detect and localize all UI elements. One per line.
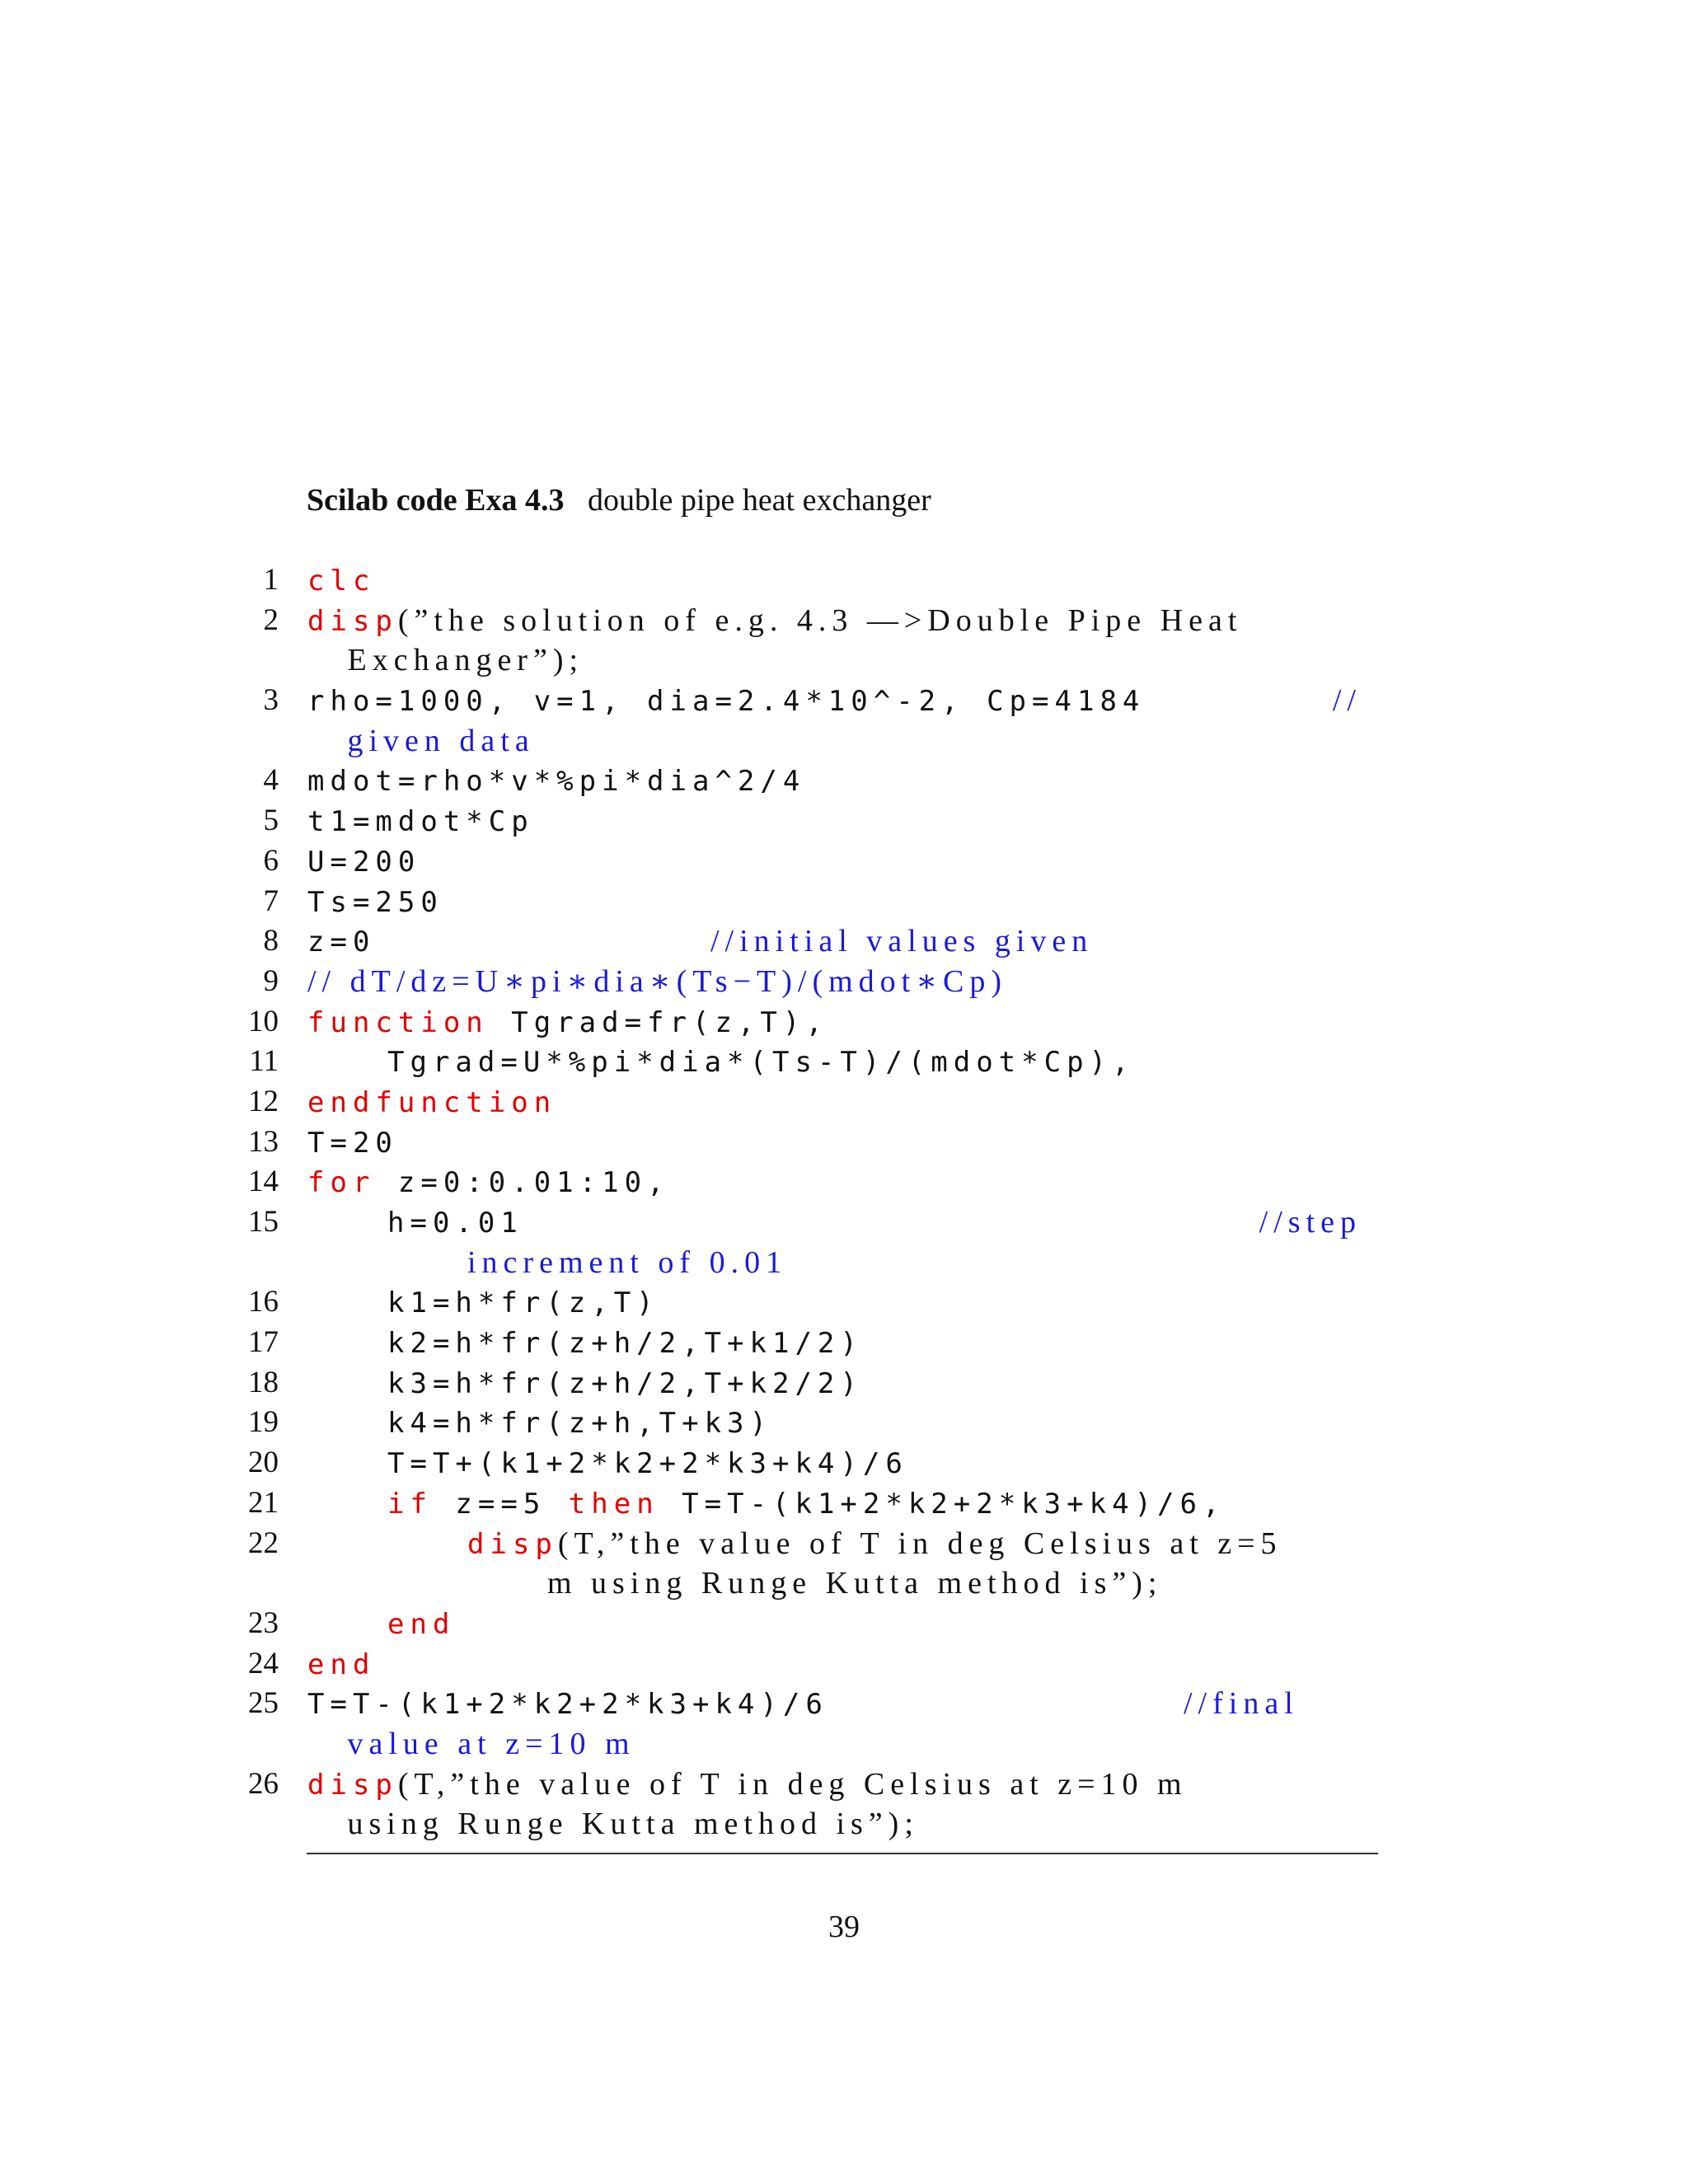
code-keyword: disp (307, 604, 398, 638)
code-line (0, 1403, 1688, 1443)
code-text (348, 721, 535, 761)
code-text (307, 1162, 670, 1202)
code-line-continuation (0, 640, 1688, 681)
line-number: 15 (248, 1205, 279, 1239)
code-token: z==5 (432, 1487, 569, 1521)
code-line (0, 1363, 1688, 1404)
code-line (0, 921, 1688, 962)
code-token: (T,”the value of T in deg Celsius at z=5 (557, 1526, 1282, 1561)
code-text (387, 1363, 863, 1404)
code-comment: given data (347, 723, 535, 758)
code-text (387, 1042, 1135, 1082)
code-keyword: disp (307, 1768, 398, 1802)
caption-title: double pipe heat exchanger (587, 483, 931, 518)
line-number: 25 (248, 1686, 279, 1721)
line-number: 21 (248, 1485, 279, 1520)
code-line (0, 1483, 1688, 1524)
line-number: 13 (248, 1124, 279, 1159)
code-line (0, 1765, 1688, 1805)
code-keyword: endfunction (307, 1085, 557, 1119)
code-token: k3=h*fr(z+h/2,T+k2/2) (387, 1366, 863, 1400)
code-line (0, 1443, 1688, 1483)
code-token: (T,”the value of T in deg Celsius at z=10 m (397, 1766, 1188, 1802)
code-text (307, 1644, 375, 1685)
code-token: t1=mdot*Cp (307, 805, 534, 839)
code-keyword: then (568, 1487, 659, 1521)
code-comment: //initial values given (710, 924, 1094, 959)
code-line (0, 761, 1688, 801)
code-token: k2=h*fr(z+h/2,T+k1/2) (387, 1327, 863, 1361)
code-line (0, 1162, 1688, 1202)
code-text (467, 1524, 1282, 1564)
code-line (0, 1604, 1688, 1644)
code-line (0, 560, 1688, 601)
code-text (307, 962, 1007, 1001)
code-caption (307, 480, 931, 521)
line-number: 6 (263, 843, 279, 878)
code-token: Ts=250 (307, 885, 443, 919)
code-token: Exchanger”); (347, 643, 584, 678)
code-line (0, 601, 1688, 641)
code-keyword: for (307, 1166, 376, 1200)
code-text (307, 801, 534, 841)
code-keyword: if (387, 1487, 433, 1521)
line-number: 23 (248, 1605, 279, 1640)
line-number: 2 (263, 602, 279, 637)
code-line-continuation (0, 1243, 1688, 1283)
code-token: T=20 (307, 1126, 398, 1160)
line-number: 8 (263, 924, 279, 958)
line-number: 12 (248, 1084, 279, 1118)
code-text (387, 1443, 908, 1483)
code-line (0, 841, 1688, 882)
code-token: k1=h*fr(z,T) (387, 1286, 659, 1320)
code-comment: //final (1184, 1686, 1299, 1722)
code-text (307, 882, 443, 922)
line-number: 19 (248, 1405, 279, 1440)
code-line (0, 801, 1688, 841)
line-number: 1 (263, 563, 279, 597)
code-keyword: function (307, 1005, 489, 1039)
code-text (307, 1684, 828, 1724)
line-number: 24 (248, 1646, 279, 1680)
code-text (387, 1403, 772, 1443)
code-comment: // (1332, 683, 1362, 719)
code-comment: increment of 0.01 (467, 1244, 788, 1280)
code-line-continuation (0, 721, 1688, 762)
line-number: 7 (263, 883, 279, 918)
code-token: rho=1000, v=1, dia=2.4*10^-2, Cp=4184 (307, 685, 1146, 719)
code-line (0, 1002, 1688, 1043)
line-number: 26 (248, 1766, 279, 1801)
code-token: T=T-(k1+2*k2+2*k3+k4)/6 (307, 1688, 828, 1722)
page-number: 39 (828, 1910, 860, 1944)
code-line (0, 1282, 1688, 1323)
line-number: 18 (248, 1365, 279, 1399)
code-text (387, 1202, 523, 1243)
line-number: 10 (248, 1004, 279, 1038)
code-token: Tgrad=fr(z,T), (488, 1005, 828, 1039)
code-text (467, 1243, 787, 1282)
code-token: T=T+(k1+2*k2+2*k3+k4)/6 (387, 1447, 908, 1481)
line-number: 11 (249, 1044, 279, 1079)
code-line (0, 882, 1688, 922)
code-text (307, 1082, 556, 1122)
caption-label: Scilab code Exa 4.3 (307, 483, 565, 518)
line-number: 3 (263, 683, 279, 718)
code-text (307, 1122, 398, 1163)
code-text (307, 560, 375, 601)
code-token: U=200 (307, 845, 421, 879)
code-text (387, 1483, 1225, 1524)
line-number: 4 (263, 763, 279, 798)
line-number: 14 (248, 1165, 279, 1199)
line-number: 20 (248, 1446, 279, 1480)
code-token: (”the solution of e.g. 4.3 —>Double Pipe Heat (397, 602, 1243, 638)
code-text (547, 1563, 1162, 1603)
code-listing (0, 560, 1688, 1844)
code-text (307, 841, 420, 882)
code-comment: //step (1259, 1205, 1362, 1240)
code-token: m using Runge Kutta method is”); (547, 1566, 1163, 1601)
code-keyword: end (307, 1647, 376, 1681)
code-comment: value at z=10 m (347, 1726, 635, 1761)
code-text (307, 761, 805, 801)
code-text (307, 601, 1242, 641)
line-number: 22 (248, 1526, 279, 1560)
code-line-continuation (0, 1804, 1688, 1844)
line-number: 9 (263, 963, 279, 998)
code-keyword: disp (467, 1527, 558, 1561)
code-line (0, 1323, 1688, 1363)
code-line (0, 681, 1688, 721)
code-token: using Runge Kutta method is”); (347, 1807, 919, 1842)
code-text (348, 1724, 635, 1764)
line-number: 17 (248, 1325, 279, 1360)
code-text (307, 1765, 1188, 1805)
code-token: h=0.01 (387, 1207, 523, 1240)
code-text (348, 640, 584, 680)
code-text (387, 1282, 659, 1323)
code-line (0, 1082, 1688, 1122)
code-text (307, 921, 375, 962)
code-keyword: end (387, 1607, 456, 1641)
code-line (0, 1644, 1688, 1685)
code-line-continuation (0, 1724, 1688, 1765)
code-line (0, 1202, 1688, 1243)
listing-rule (307, 1853, 1378, 1854)
code-keyword: clc (307, 565, 376, 598)
code-text (387, 1604, 455, 1644)
code-comment: // dT/dz=U∗pi∗dia∗(Ts−T)/(mdot∗Cp) (307, 963, 1008, 999)
code-line (0, 1684, 1688, 1724)
code-token: z=0 (307, 926, 376, 959)
line-number: 5 (263, 804, 279, 838)
code-token: z=0:0.01:10, (375, 1166, 670, 1200)
code-line (0, 962, 1688, 1002)
code-token: T=T-(k1+2*k2+2*k3+k4)/6, (659, 1487, 1226, 1521)
code-line (0, 1524, 1688, 1564)
line-number: 16 (248, 1285, 279, 1319)
code-text (307, 1002, 828, 1043)
code-token: k4=h*fr(z+h,T+k3) (387, 1407, 772, 1441)
code-line (0, 1042, 1688, 1082)
code-text (387, 1323, 863, 1363)
code-token: mdot=rho*v*%pi*dia^2/4 (307, 765, 806, 799)
code-token: Tgrad=U*%pi*dia*(Ts-T)/(mdot*Cp), (387, 1046, 1135, 1080)
code-text (348, 1804, 919, 1844)
code-line (0, 1122, 1688, 1163)
code-text (307, 681, 1145, 721)
code-line-continuation (0, 1563, 1688, 1604)
